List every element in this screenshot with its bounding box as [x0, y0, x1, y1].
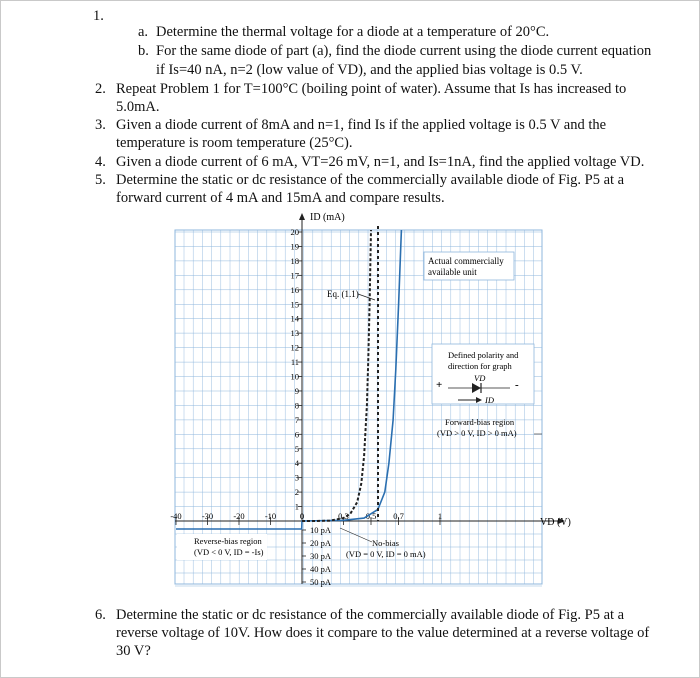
- x-tick-label: 1: [437, 511, 443, 521]
- x-tick-label: 0: [299, 511, 305, 521]
- problem-1a-label: a.: [138, 24, 149, 40]
- actual-label-2: available unit: [428, 267, 477, 277]
- neg-y-tick-label: 10 pA: [310, 525, 332, 535]
- y-tick-label: 4: [294, 458, 299, 469]
- y-tick-label: 3: [294, 472, 299, 483]
- polarity-label-2: direction for graph: [448, 361, 512, 371]
- polarity-label-1: Defined polarity and: [448, 350, 519, 360]
- y-tick-label: 6: [294, 429, 299, 440]
- chart-annotations: [177, 252, 542, 560]
- actual-label-1: Actual commercially: [428, 256, 504, 266]
- problem-1b-label: b.: [138, 43, 149, 59]
- y-tick-label: 19: [290, 241, 299, 252]
- problem-1a-text: Determine the thermal voltage for a diode at a temperature of 20°C.: [156, 24, 550, 40]
- y-tick-label: 12: [290, 342, 299, 353]
- eq-pointer: [358, 294, 375, 300]
- nobias-pointer: [340, 528, 372, 542]
- problem-5-line2: forward current of 4 mA and 15mA and compare results.: [116, 190, 445, 206]
- y-tick-label: 7: [294, 414, 299, 425]
- chart-curves: [176, 226, 401, 529]
- neg-y-tick-label: 40 pA: [310, 564, 332, 574]
- id-symbol: ID: [485, 395, 494, 405]
- nobias-label-1: No-bias: [372, 538, 399, 548]
- chart-grid: [175, 230, 542, 586]
- y-axis-label: ID (mA): [310, 212, 345, 223]
- y-tick-label: 2: [294, 487, 299, 498]
- nobias-label-2: (VD = 0 V, ID = 0 mA): [346, 549, 426, 559]
- problem-5-line1: Determine the static or dc resistance of the commercially available diode of Fig. P5 at a: [116, 172, 625, 188]
- y-tick-label: 13: [290, 328, 299, 339]
- reverse-label-1: Reverse-bias region: [194, 536, 262, 546]
- x-tick-label: 0.5: [365, 511, 377, 521]
- y-tick-label: 1: [294, 501, 299, 512]
- y-axis-arrow: [299, 213, 305, 220]
- y-tick-label: 14: [290, 313, 299, 324]
- x-tick-label: -30: [201, 511, 214, 521]
- x-axis-label: VD (V): [540, 517, 571, 528]
- problem-4-line1: Given a diode current of 6 mA, VT=26 mV, n=1, and Is=1nA, find the applied voltage VD.: [116, 154, 645, 170]
- x-tick-label: -10: [264, 511, 277, 521]
- problem-1b-line2: if Is=40 nA, n=2 (low value of VD), and the applied bias voltage is 0.5 V.: [156, 62, 583, 78]
- forward-label-2: (VD > 0 V, ID > 0 mA): [437, 428, 517, 438]
- y-tick-label: 10: [290, 371, 299, 382]
- neg-y-tick-label: 20 pA: [310, 538, 332, 548]
- x-tick-label: 0.7: [393, 511, 404, 521]
- problem-6-number: 6.: [95, 607, 106, 623]
- problem-2-line2: 5.0mA.: [116, 99, 160, 115]
- problem-1-number: 1.: [93, 8, 104, 24]
- reverse-label-2: (VD < 0 V, ID = -Is): [194, 547, 264, 557]
- eq-label: Eq. (1.1): [327, 289, 359, 299]
- plus-sign: +: [436, 379, 443, 391]
- x-tick-label: 0.3: [338, 511, 349, 521]
- problem-6-line1: Determine the static or dc resistance of the commercially available diode of Fig. P5 at a: [116, 607, 625, 623]
- problem-2-number: 2.: [95, 81, 106, 97]
- problem-5-number: 5.: [95, 172, 106, 188]
- problem-4-number: 4.: [95, 154, 106, 170]
- problem-2-line1: Repeat Problem 1 for T=100°C (boiling point of water). Assume that Is has increased to: [116, 81, 627, 97]
- forward-label-1: Forward-bias region: [445, 417, 515, 427]
- problem-1b-line1: For the same diode of part (a), find the diode current using the diode current equation: [156, 43, 652, 59]
- minus-sign: -: [515, 379, 519, 391]
- problem-6-line3: 30 V?: [116, 643, 151, 659]
- y-tick-label: 16: [290, 284, 299, 295]
- vd-symbol: VD: [474, 373, 486, 383]
- problem-3-line2: temperature is room temperature (25°C).: [116, 135, 353, 151]
- problem-3-number: 3.: [95, 117, 106, 133]
- y-tick-label: 18: [290, 255, 299, 266]
- problem-3-line1: Given a diode current of 8mA and n=1, find Is if the applied voltage is 0.5 V and the: [116, 117, 607, 133]
- chart-ticks: [170, 227, 442, 587]
- x-tick-label: -40: [170, 511, 182, 521]
- neg-y-tick-label: 50 pA: [310, 577, 332, 587]
- y-tick-label: 8: [294, 400, 299, 411]
- x-tick-label: -20: [233, 511, 245, 521]
- y-tick-label: 17: [290, 270, 299, 281]
- y-tick-label: 9: [294, 385, 299, 396]
- y-tick-label: 15: [290, 299, 299, 310]
- y-tick-label: 5: [294, 443, 299, 454]
- y-tick-label: 20: [290, 227, 299, 237]
- y-tick-label: 11: [290, 357, 299, 368]
- neg-y-tick-label: 30 pA: [310, 551, 332, 561]
- problem-6-line2: reverse voltage of 10V. How does it compare to the value determined at a reverse voltage of: [116, 625, 650, 641]
